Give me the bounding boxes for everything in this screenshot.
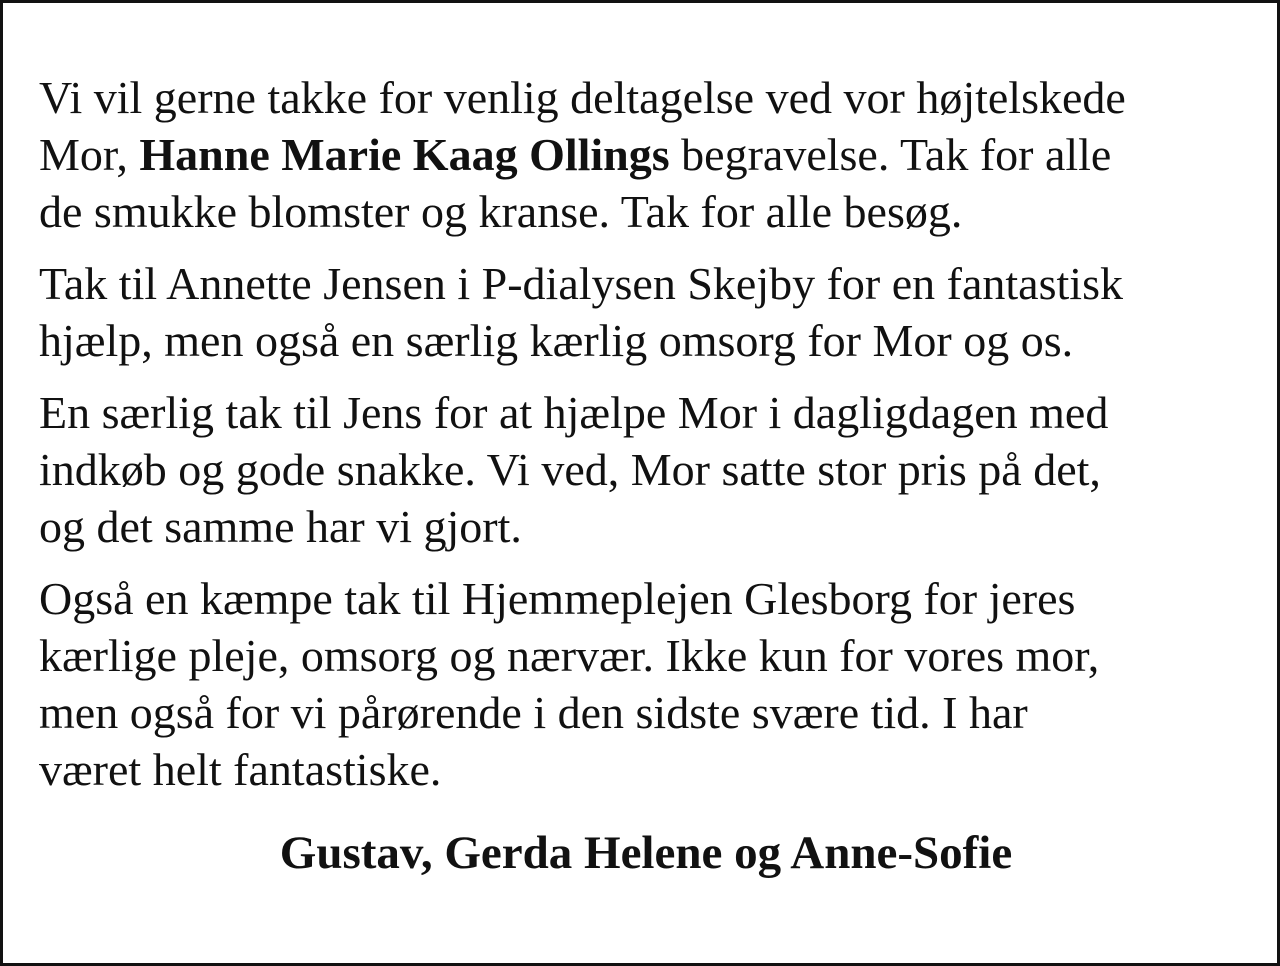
paragraph-thanks-home-care (39, 570, 1249, 798)
signature: Gustav, Gerda Helene og Anne-Sofie (279, 827, 1013, 879)
text-line: indkøb og gode snakke. Vi ved, Mor satte stor pris på det, (39, 444, 1101, 495)
text-line: hjælp, men også en særlig kærlig omsorg for Mor og os. (39, 315, 1074, 366)
text-segment: begravelse. Tak for alle (669, 129, 1112, 180)
text-line: Vi vil gerne takke for venlig deltagelse ved vor højtelskede (39, 72, 1126, 123)
text-segment: Mor, (39, 129, 140, 180)
paragraph-thanks-jens (39, 384, 1249, 555)
paragraph-thanks-dialysis (39, 255, 1249, 369)
text-line: En særlig tak til Jens for at hjælpe Mor i dagligdagen med (39, 387, 1109, 438)
text-line: de smukke blomster og kranse. Tak for alle besøg. (39, 186, 963, 237)
paragraph-thanks-funeral (39, 69, 1249, 240)
text-line: kærlige pleje, omsorg og nærvær. Ikke kun for vores mor, (39, 630, 1100, 681)
text-line: været helt fantastiske. (39, 744, 442, 795)
text-line: men også for vi pårørende i den sidste svære tid. I har (39, 687, 1028, 738)
text-line: Også en kæmpe tak til Hjemmeplejen Glesborg for jeres (39, 573, 1076, 624)
text-line: og det samme har vi gjort. (39, 501, 522, 552)
deceased-name: Hanne Marie Kaag Ollings (139, 129, 670, 180)
text-line-with-name (39, 126, 1249, 183)
text-line: Tak til Annette Jensen i P-dialysen Skejby for en fantastisk (39, 258, 1123, 309)
